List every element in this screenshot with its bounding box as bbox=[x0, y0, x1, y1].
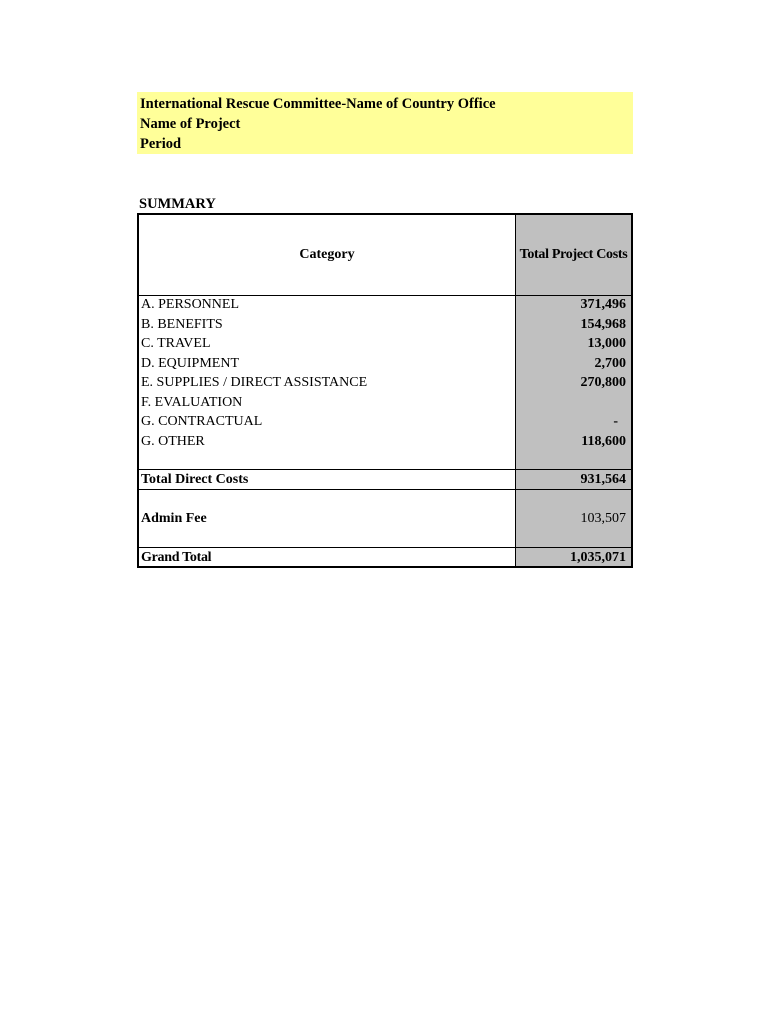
period: Period bbox=[140, 136, 182, 152]
row-label: B. BENEFITS bbox=[141, 316, 223, 332]
project-name: Name of Project bbox=[140, 116, 241, 132]
admin-fee-label: Admin Fee bbox=[141, 511, 207, 526]
organization-title: International Rescue Committee-Name of Country Office bbox=[140, 96, 496, 112]
subtotal-divider-top bbox=[139, 469, 631, 470]
column-divider bbox=[515, 215, 516, 566]
total-direct-costs-label: Total Direct Costs bbox=[141, 472, 249, 487]
row-value: 270,800 bbox=[580, 375, 626, 390]
total-direct-costs-value: 931,564 bbox=[580, 472, 626, 487]
row-value: 13,000 bbox=[587, 336, 626, 351]
row-value: - bbox=[613, 414, 618, 429]
row-label: G. CONTRACTUAL bbox=[141, 414, 263, 429]
category-header: Category bbox=[299, 247, 355, 262]
row-value: 154,968 bbox=[580, 316, 626, 332]
summary-title: SUMMARY bbox=[139, 196, 216, 212]
grand-total-divider bbox=[139, 547, 631, 548]
admin-fee-value: 103,507 bbox=[580, 511, 626, 526]
grand-total-label: Grand Total bbox=[141, 550, 212, 565]
row-label: C. TRAVEL bbox=[141, 336, 211, 351]
header-block bbox=[137, 92, 633, 154]
row-value: 371,496 bbox=[580, 297, 626, 312]
row-label: F. EVALUATION bbox=[141, 394, 243, 410]
grand-total-value: 1,035,071 bbox=[570, 550, 626, 565]
summary-table bbox=[137, 213, 633, 568]
total-costs-header: Total Project Costs bbox=[519, 247, 628, 262]
row-label: G. OTHER bbox=[141, 433, 205, 449]
row-value: 118,600 bbox=[581, 433, 626, 449]
row-value: 2,700 bbox=[594, 355, 626, 371]
row-label: E. SUPPLIES / DIRECT ASSISTANCE bbox=[141, 375, 368, 390]
subtotal-divider-bottom bbox=[139, 489, 631, 490]
row-label: A. PERSONNEL bbox=[141, 297, 240, 312]
row-label: D. EQUIPMENT bbox=[141, 355, 239, 371]
